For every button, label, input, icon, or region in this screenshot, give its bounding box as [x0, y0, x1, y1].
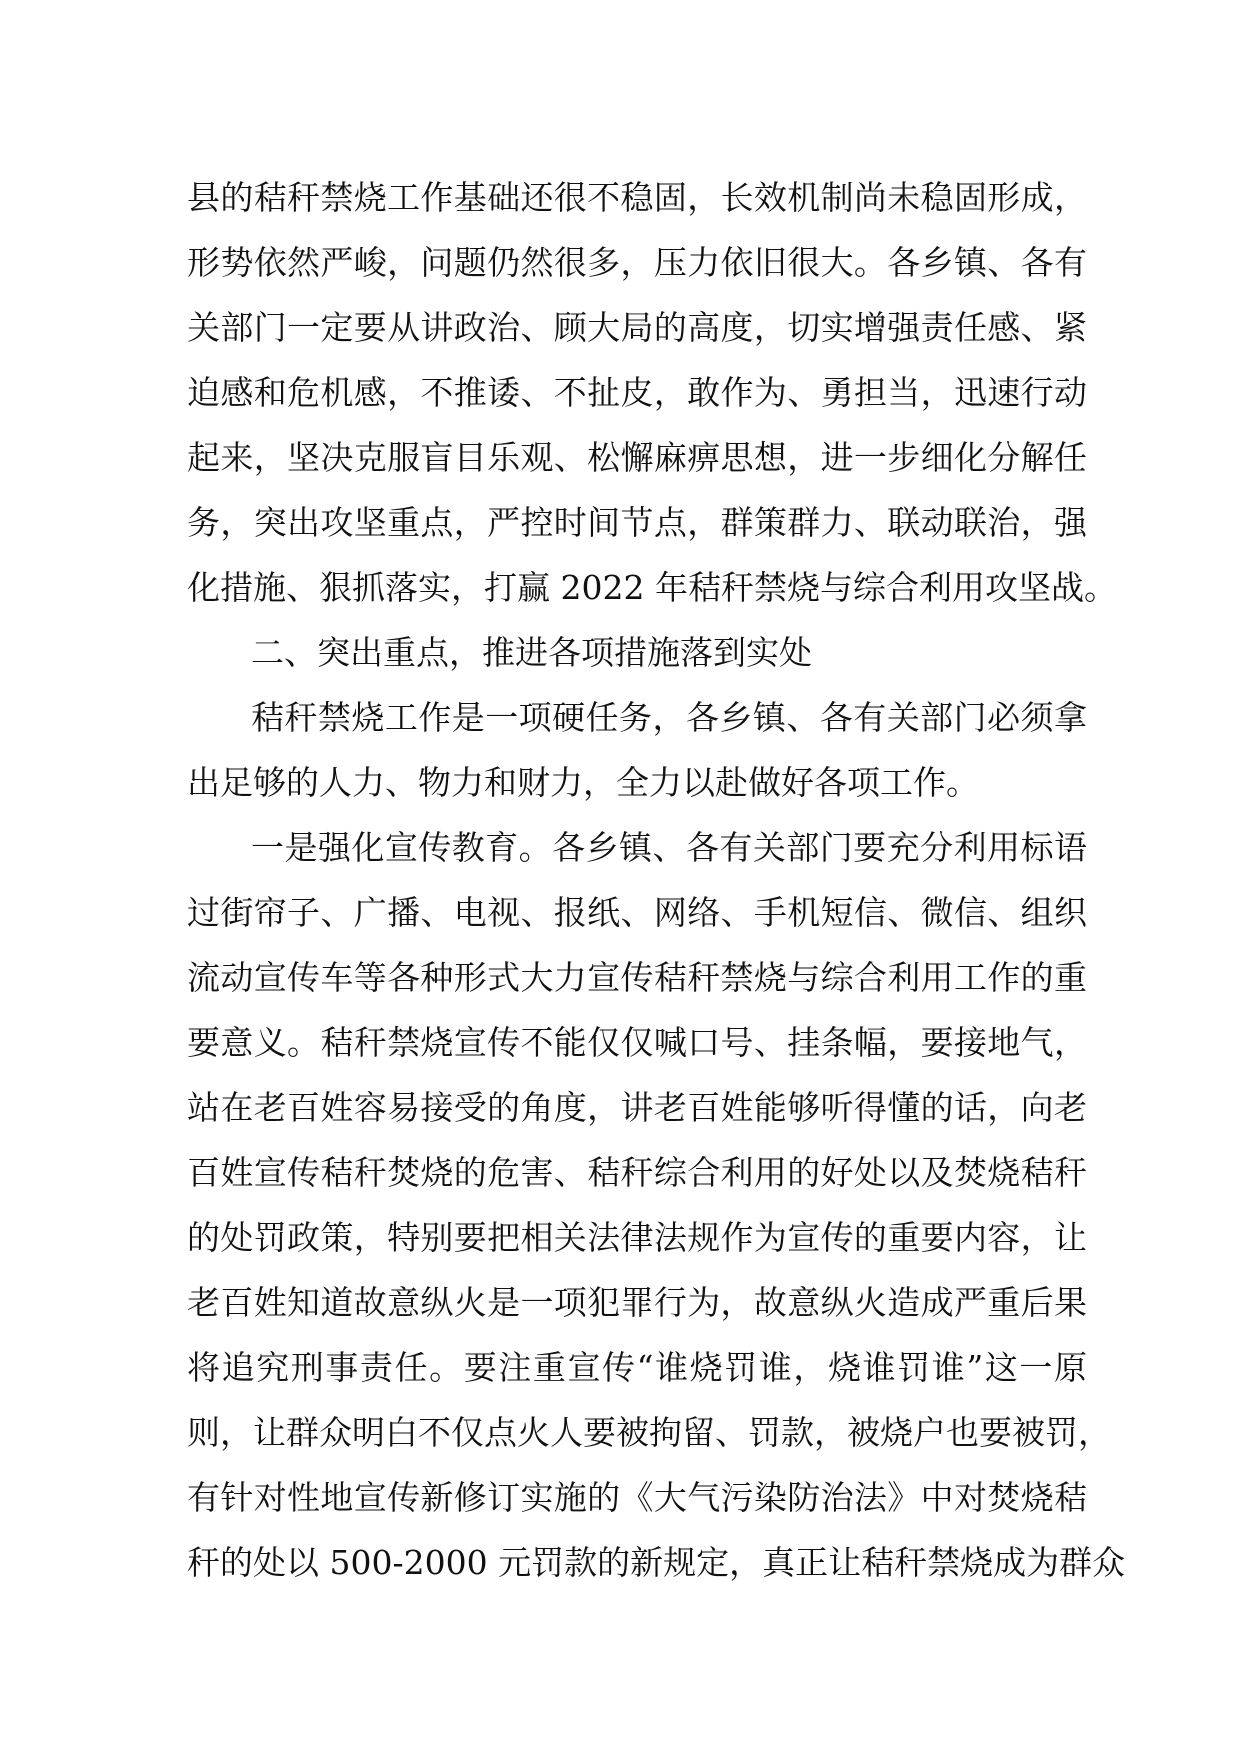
text-line: 有针对性地宣传新修订实施的《大气污染防治法》中对焚烧秸: [187, 1478, 1087, 1517]
text-line: 迫感和危机感，不推诿、不扯皮，敢作为、勇担当，迅速行动: [187, 373, 1087, 412]
text-line: 的处罚政策，特别要把相关法律法规作为宣传的重要内容，让: [187, 1218, 1087, 1257]
text-line: 秸秆禁烧工作是一项硬任务，各乡镇、各有关部门必须拿: [251, 698, 1087, 737]
text-line: 起来，坚决克服盲目乐观、松懈麻痹思想，进一步细化分解任: [187, 438, 1087, 477]
text-line: 则，让群众明白不仅点火人要被拘留、罚款，被烧户也要被罚，: [187, 1413, 1111, 1452]
text-line: 将追究刑事责任。要注重宣传“谁烧罚谁，烧谁罚谁”这一原: [187, 1348, 1087, 1387]
text-line: 形势依然严峻，问题仍然很多，压力依旧很大。各乡镇、各有: [187, 243, 1087, 282]
text-line: 流动宣传车等各种形式大力宣传秸秆禁烧与综合利用工作的重: [187, 958, 1087, 997]
text-line: 百姓宣传秸秆焚烧的危害、秸秆综合利用的好处以及焚烧秸秆: [187, 1153, 1087, 1192]
text-line: 务，突出攻坚重点，严控时间节点，群策群力、联动联治，强: [187, 503, 1087, 542]
text-line: 一是强化宣传教育。各乡镇、各有关部门要充分利用标语: [251, 828, 1087, 867]
text-line: 要意义。秸秆禁烧宣传不能仅仅喊口号、挂条幅，要接地气，: [187, 1023, 1087, 1062]
section-heading: 二、突出重点，推进各项措施落到实处: [251, 633, 812, 672]
text-line: 化措施、狠抓落实，打赢 2022 年秸秆禁烧与综合利用攻坚战。: [187, 568, 1117, 607]
text-line: 站在老百姓容易接受的角度，讲老百姓能够听得懂的话，向老: [187, 1088, 1087, 1127]
text-line: 过街帘子、广播、电视、报纸、网络、手机短信、微信、组织: [187, 893, 1087, 932]
text-line: 出足够的人力、物力和财力，全力以赴做好各项工作。: [187, 763, 979, 802]
text-line: 秆的处以 500-2000 元罚款的新规定，真正让秸秆禁烧成为群众: [187, 1543, 1126, 1582]
document-body: [187, 165, 1126, 1595]
text-line: 老百姓知道故意纵火是一项犯罪行为，故意纵火造成严重后果: [187, 1283, 1087, 1322]
text-line: 关部门一定要从讲政治、顾大局的高度，切实增强责任感、紧: [187, 308, 1087, 347]
text-line: 县的秸秆禁烧工作基础还很不稳固，长效机制尚未稳固形成，: [187, 178, 1087, 217]
